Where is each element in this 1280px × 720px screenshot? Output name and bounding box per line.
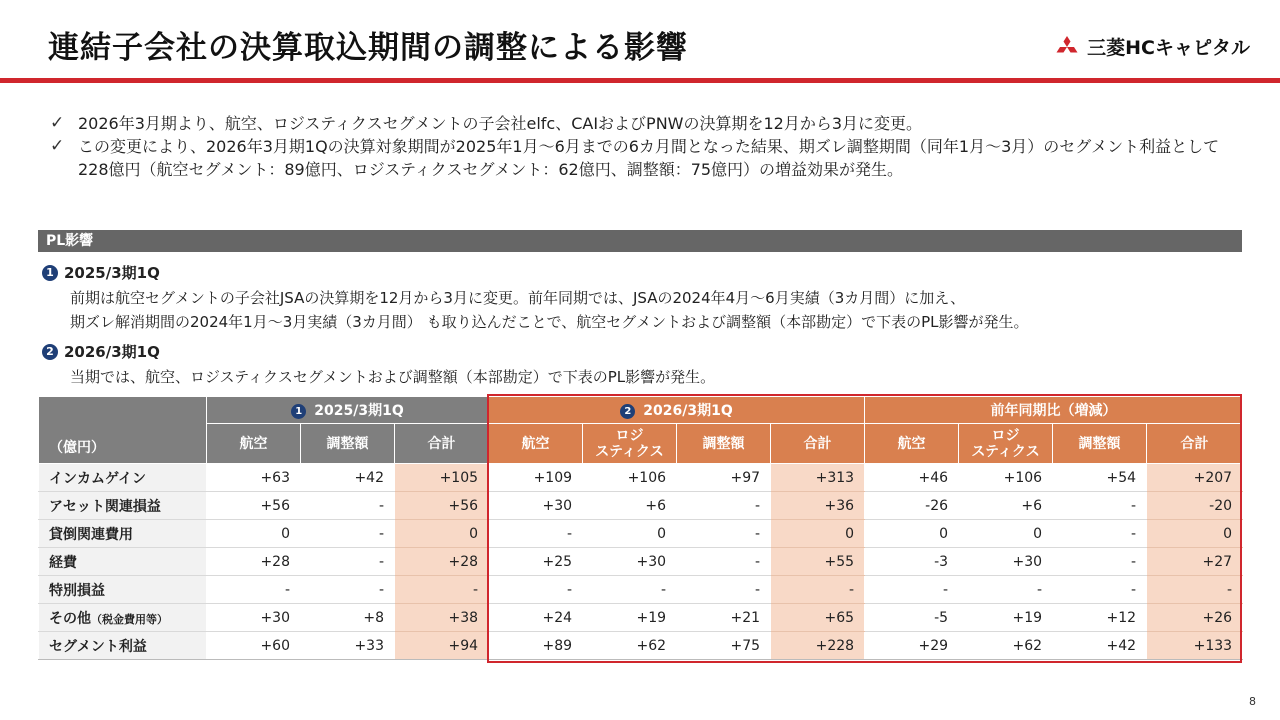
row-label-suffix: （税金費用等） bbox=[91, 612, 168, 626]
table-body bbox=[39, 464, 1243, 660]
table-cell: 0 bbox=[865, 520, 959, 548]
section1-title: 2025/3期1Q bbox=[64, 264, 160, 282]
table-cell: +6 bbox=[959, 492, 1053, 520]
table-cell: +36 bbox=[771, 492, 865, 520]
table-cell: +26 bbox=[1147, 604, 1243, 632]
row-label bbox=[39, 576, 207, 604]
table-cell: - bbox=[1053, 492, 1147, 520]
row-label bbox=[39, 520, 207, 548]
number-badge: 2 bbox=[620, 404, 635, 419]
column-header: 航空 bbox=[865, 424, 959, 464]
table-cell: +75 bbox=[677, 632, 771, 660]
page-title: 連結子会社の決算取込期間の調整による影響 bbox=[48, 30, 688, 66]
table-row bbox=[39, 464, 1243, 492]
table-cell: +89 bbox=[489, 632, 583, 660]
table-cell: +25 bbox=[489, 548, 583, 576]
column-header: 合計 bbox=[1147, 424, 1243, 464]
row-label-text: アセット関連損益 bbox=[49, 498, 161, 515]
table-cell: +105 bbox=[395, 464, 489, 492]
table-cell: +12 bbox=[1053, 604, 1147, 632]
table-cell: - bbox=[959, 576, 1053, 604]
group3-header: 前年同期比（増減） bbox=[865, 397, 1243, 424]
check-icon: ✓ bbox=[50, 113, 65, 133]
table-cell: - bbox=[207, 576, 301, 604]
table-cell: - bbox=[1053, 520, 1147, 548]
table-cell: +65 bbox=[771, 604, 865, 632]
table-cell: +21 bbox=[677, 604, 771, 632]
table-cell: 0 bbox=[207, 520, 301, 548]
table-cell: - bbox=[583, 576, 677, 604]
table-cell: +60 bbox=[207, 632, 301, 660]
group1-header bbox=[207, 397, 489, 424]
bullet-text: 2026年3月期より、航空、ロジスティクスセグメントの子会社elfc、CAIおよびPNWの決算期を12月から3月に変更。 bbox=[78, 114, 923, 133]
row-label-text: その他 bbox=[49, 610, 91, 627]
three-diamonds-icon bbox=[1055, 36, 1079, 58]
number-badge: 1 bbox=[291, 404, 306, 419]
table-cell: - bbox=[301, 576, 395, 604]
table-cell: - bbox=[489, 520, 583, 548]
table-cell: +54 bbox=[1053, 464, 1147, 492]
table-cell: -3 bbox=[865, 548, 959, 576]
table-cell: +106 bbox=[583, 464, 677, 492]
column-header: 航空 bbox=[489, 424, 583, 464]
table-cell: +30 bbox=[959, 548, 1053, 576]
table-cell: +28 bbox=[207, 548, 301, 576]
table-cell: - bbox=[677, 492, 771, 520]
bullet-item bbox=[50, 135, 1240, 181]
table-cell: +55 bbox=[771, 548, 865, 576]
table-cell: +28 bbox=[395, 548, 489, 576]
section1-text bbox=[70, 286, 1029, 334]
group1-label: 2025/3期1Q bbox=[314, 403, 404, 419]
table-cell: - bbox=[301, 492, 395, 520]
table-column-header-row bbox=[39, 424, 1243, 464]
table-cell: - bbox=[1053, 548, 1147, 576]
row-label bbox=[39, 548, 207, 576]
section2-heading bbox=[42, 341, 160, 362]
section1-line: 前期は航空セグメントの子会社JSAの決算期を12月から3月に変更。前年同期では、JSAの2024年4月～6月実績（3カ月間）に加え、 bbox=[70, 289, 966, 307]
row-label-text: 貸倒関連費用 bbox=[49, 526, 133, 543]
table-cell: 0 bbox=[1147, 520, 1243, 548]
unit-label: （億円） bbox=[39, 397, 207, 464]
table-row bbox=[39, 520, 1243, 548]
table-cell: +8 bbox=[301, 604, 395, 632]
table-cell: -5 bbox=[865, 604, 959, 632]
table-cell: - bbox=[301, 548, 395, 576]
table-cell: 0 bbox=[395, 520, 489, 548]
group2-header bbox=[489, 397, 865, 424]
header-divider bbox=[0, 78, 1280, 83]
table-row bbox=[39, 632, 1243, 660]
table-cell: +42 bbox=[1053, 632, 1147, 660]
table-cell: +207 bbox=[1147, 464, 1243, 492]
table-cell: - bbox=[395, 576, 489, 604]
table-cell: +6 bbox=[583, 492, 677, 520]
column-header: ロジ スティクス bbox=[583, 424, 677, 464]
table-cell: - bbox=[301, 520, 395, 548]
section2-text bbox=[70, 365, 715, 389]
section-bar: PL影響 bbox=[38, 230, 1242, 252]
table-row bbox=[39, 548, 1243, 576]
table-cell: +24 bbox=[489, 604, 583, 632]
table-cell: - bbox=[1053, 576, 1147, 604]
table-cell: +133 bbox=[1147, 632, 1243, 660]
row-label bbox=[39, 492, 207, 520]
bullet-item bbox=[50, 112, 1240, 135]
table-cell: +30 bbox=[583, 548, 677, 576]
table-cell: - bbox=[489, 576, 583, 604]
company-logo bbox=[1055, 33, 1250, 60]
table-cell: +63 bbox=[207, 464, 301, 492]
table-cell: +42 bbox=[301, 464, 395, 492]
number-badge: 1 bbox=[42, 265, 58, 281]
group2-label: 2026/3期1Q bbox=[643, 403, 733, 419]
column-header: 調整額 bbox=[301, 424, 395, 464]
section1-line: 期ズレ解消期間の2024年1月～3月実績（3カ月間） も取り込んだことで、航空セグメントおよび調整額（本部勘定）で下表のPL影響が発生。 bbox=[70, 313, 1029, 331]
bullet-text: この変更により、2026年3月期1Qの決算対象期間が2025年1月～6月までの6カ月間となった結果、期ズレ調整期間（同年1月～3月）のセグメント利益として228億円（航空セグメント：89億円、ロジスティクスセグメント：62億円、調整額：75億円）の増益効果が発生。 bbox=[78, 137, 1220, 179]
table-cell: +97 bbox=[677, 464, 771, 492]
table-cell: - bbox=[677, 548, 771, 576]
table-cell: +228 bbox=[771, 632, 865, 660]
row-label bbox=[39, 604, 207, 632]
table-cell: - bbox=[1147, 576, 1243, 604]
table-cell: - bbox=[677, 576, 771, 604]
table-cell: - bbox=[865, 576, 959, 604]
summary-bullets bbox=[50, 112, 1240, 181]
row-label-text: 経費 bbox=[49, 554, 77, 571]
table-cell: +62 bbox=[583, 632, 677, 660]
table-cell: +109 bbox=[489, 464, 583, 492]
column-header: 合計 bbox=[395, 424, 489, 464]
table-cell: - bbox=[677, 520, 771, 548]
row-label-text: インカムゲイン bbox=[49, 470, 147, 487]
section1-heading bbox=[42, 262, 160, 283]
table-cell: - bbox=[771, 576, 865, 604]
table-cell: +33 bbox=[301, 632, 395, 660]
table-cell: +30 bbox=[489, 492, 583, 520]
row-label bbox=[39, 632, 207, 660]
row-label-text: セグメント利益 bbox=[49, 638, 147, 655]
table-row bbox=[39, 492, 1243, 520]
check-icon: ✓ bbox=[50, 136, 65, 156]
table-cell: 0 bbox=[583, 520, 677, 548]
table-cell: +313 bbox=[771, 464, 865, 492]
table-cell: +29 bbox=[865, 632, 959, 660]
row-label-text: 特別損益 bbox=[49, 582, 105, 599]
table-cell: +38 bbox=[395, 604, 489, 632]
table-row bbox=[39, 604, 1243, 632]
table-cell: +30 bbox=[207, 604, 301, 632]
table-cell: +56 bbox=[207, 492, 301, 520]
table-row bbox=[39, 576, 1243, 604]
number-badge: 2 bbox=[42, 344, 58, 360]
column-header: 調整額 bbox=[677, 424, 771, 464]
table-cell: +62 bbox=[959, 632, 1053, 660]
table-cell: +56 bbox=[395, 492, 489, 520]
section2-title: 2026/3期1Q bbox=[64, 343, 160, 361]
section2-line: 当期では、航空、ロジスティクスセグメントおよび調整額（本部勘定）で下表のPL影響が発生。 bbox=[70, 368, 716, 386]
table-cell: 0 bbox=[771, 520, 865, 548]
table-cell: -26 bbox=[865, 492, 959, 520]
page-number: 8 bbox=[1249, 695, 1256, 708]
column-header: 合計 bbox=[771, 424, 865, 464]
column-header: 調整額 bbox=[1053, 424, 1147, 464]
table-cell: +106 bbox=[959, 464, 1053, 492]
table-group-header-row bbox=[39, 397, 1243, 424]
table-cell: +46 bbox=[865, 464, 959, 492]
pl-impact-table bbox=[38, 396, 1243, 660]
table-cell: +19 bbox=[959, 604, 1053, 632]
table-cell: +94 bbox=[395, 632, 489, 660]
logo-text: 三菱HCキャピタル bbox=[1087, 37, 1250, 59]
table-cell: -20 bbox=[1147, 492, 1243, 520]
column-header: 航空 bbox=[207, 424, 301, 464]
table-cell: +19 bbox=[583, 604, 677, 632]
table-cell: 0 bbox=[959, 520, 1053, 548]
table-cell: +27 bbox=[1147, 548, 1243, 576]
column-header: ロジ スティクス bbox=[959, 424, 1053, 464]
row-label bbox=[39, 464, 207, 492]
